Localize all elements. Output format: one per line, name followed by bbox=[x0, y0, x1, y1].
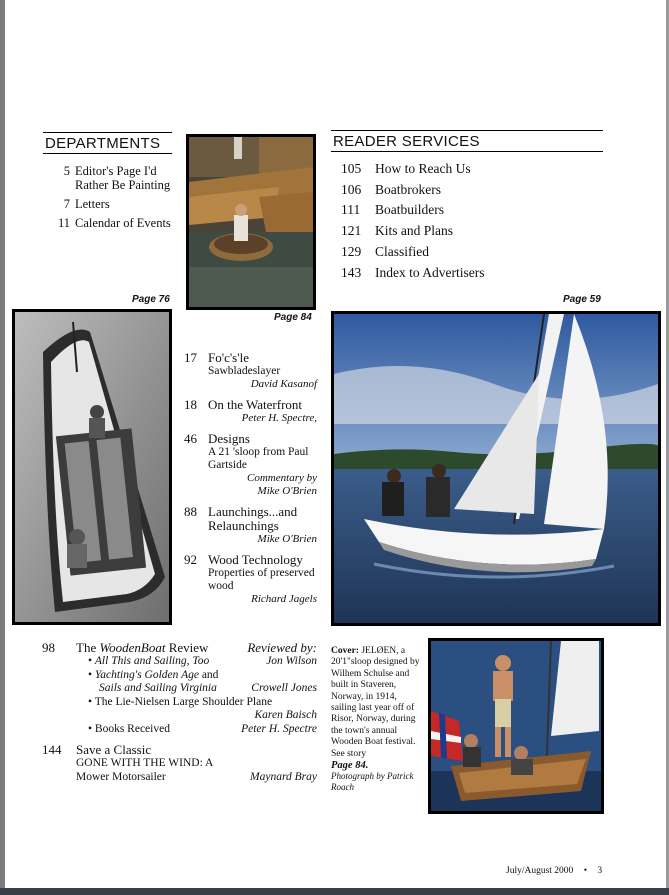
save-a-classic[interactable]: 144 Save a Classic GONE WITH THE WIND: A Mower Motorsailer Maynard Bray bbox=[42, 742, 317, 783]
departments-list bbox=[43, 164, 172, 235]
list-item[interactable]: 111 Boatbuilders bbox=[341, 202, 444, 218]
cover-illustration bbox=[431, 641, 601, 811]
list-item[interactable]: 143 Index to Advertisers bbox=[341, 264, 485, 280]
features-list bbox=[184, 351, 317, 613]
page-number: 3 bbox=[597, 866, 603, 876]
review-number: 98 bbox=[42, 640, 55, 655]
speedboat-photo bbox=[12, 309, 172, 625]
coracle-illustration bbox=[189, 137, 313, 307]
list-item[interactable]: 46 Designs A 21 'sloop from Paul Gartside Commentary by Mike O'Brien bbox=[184, 431, 317, 497]
list-item[interactable]: 5 Editor's Page I'd Rather Be Painting bbox=[63, 164, 171, 192]
page-label-76: Page 76 bbox=[132, 294, 170, 305]
list-item[interactable]: 121 Kits and Plans bbox=[341, 223, 454, 239]
list-item[interactable]: 11 Calendar of Events bbox=[57, 216, 171, 230]
list-item[interactable]: 105 How to Reach Us bbox=[341, 161, 471, 176]
speedboat-illustration bbox=[15, 312, 169, 622]
list-item[interactable]: • All This and Sailing, Too Jon Wilson bbox=[88, 655, 317, 667]
cover-caption: Cover: JELØEN, a 20'1"sloop designed by Wilhem Schulse and built in Staveren, Norway, in 1914, sailing last year off of Risor, Norway, during the town's annual Wooden Boat festival. See story Page 84. Photograph by Patrick Roach bbox=[331, 646, 420, 792]
sailboat-illustration bbox=[334, 314, 658, 623]
reader-services-list bbox=[341, 159, 603, 283]
reader-services-heading: READER SERVICES bbox=[331, 130, 603, 152]
list-item[interactable]: 88 Launchings...and Relaunchings Mike O'Brien bbox=[184, 504, 317, 545]
list-item[interactable]: 7 Letters bbox=[63, 197, 110, 211]
list-item[interactable]: 129 Classified bbox=[341, 243, 429, 259]
list-item[interactable]: 92 Wood Technology Properties of preserved wood Richard Jagels bbox=[184, 552, 317, 605]
coracle-photo bbox=[186, 134, 316, 310]
issue-date: July/August 2000 bbox=[506, 866, 574, 876]
list-item[interactable]: • Books Received Peter H. Spectre bbox=[88, 722, 317, 735]
page-label-59: Page 59 bbox=[563, 294, 601, 305]
list-item[interactable]: • Yachting's Golden Age and Sails and Sailing Virginia Crowell Jones bbox=[88, 668, 317, 694]
list-item[interactable]: 18 On the Waterfront Peter H. Spectre, bbox=[184, 397, 317, 424]
list-item[interactable]: 17 Fo'c's'le Sawbladeslayer David Kasanof bbox=[184, 350, 317, 390]
reviewed-by-label: Reviewed by: bbox=[247, 640, 317, 655]
window-bottom-bar bbox=[0, 888, 669, 895]
sailboat-photo bbox=[331, 311, 661, 626]
magazine-name: WoodenBoat bbox=[99, 640, 166, 655]
page-footer bbox=[506, 866, 602, 876]
list-item[interactable]: 106 Boatbrokers bbox=[341, 181, 441, 197]
departments-heading: DEPARTMENTS bbox=[43, 132, 172, 154]
cover-photo bbox=[428, 638, 604, 814]
page-label-84: Page 84 bbox=[274, 312, 312, 323]
review-section: 98 The WoodenBoat Review Reviewed by: • All This and Sailing, Too Jon Wilson • Yachting's Golden Age and Sails and Sailing Virginia Crowell Jones • The Lie-Nielsen Large Shoulder Plane Karen Baisch • Books Received Peter H. Spectre 144 Save a Classic GONE WITH THE WIND: A Mower Motorsailer Maynard Bray bbox=[42, 640, 317, 783]
footer-bullet: • bbox=[583, 866, 588, 876]
list-item[interactable]: • The Lie-Nielsen Large Shoulder Plane Karen Baisch bbox=[88, 695, 317, 721]
